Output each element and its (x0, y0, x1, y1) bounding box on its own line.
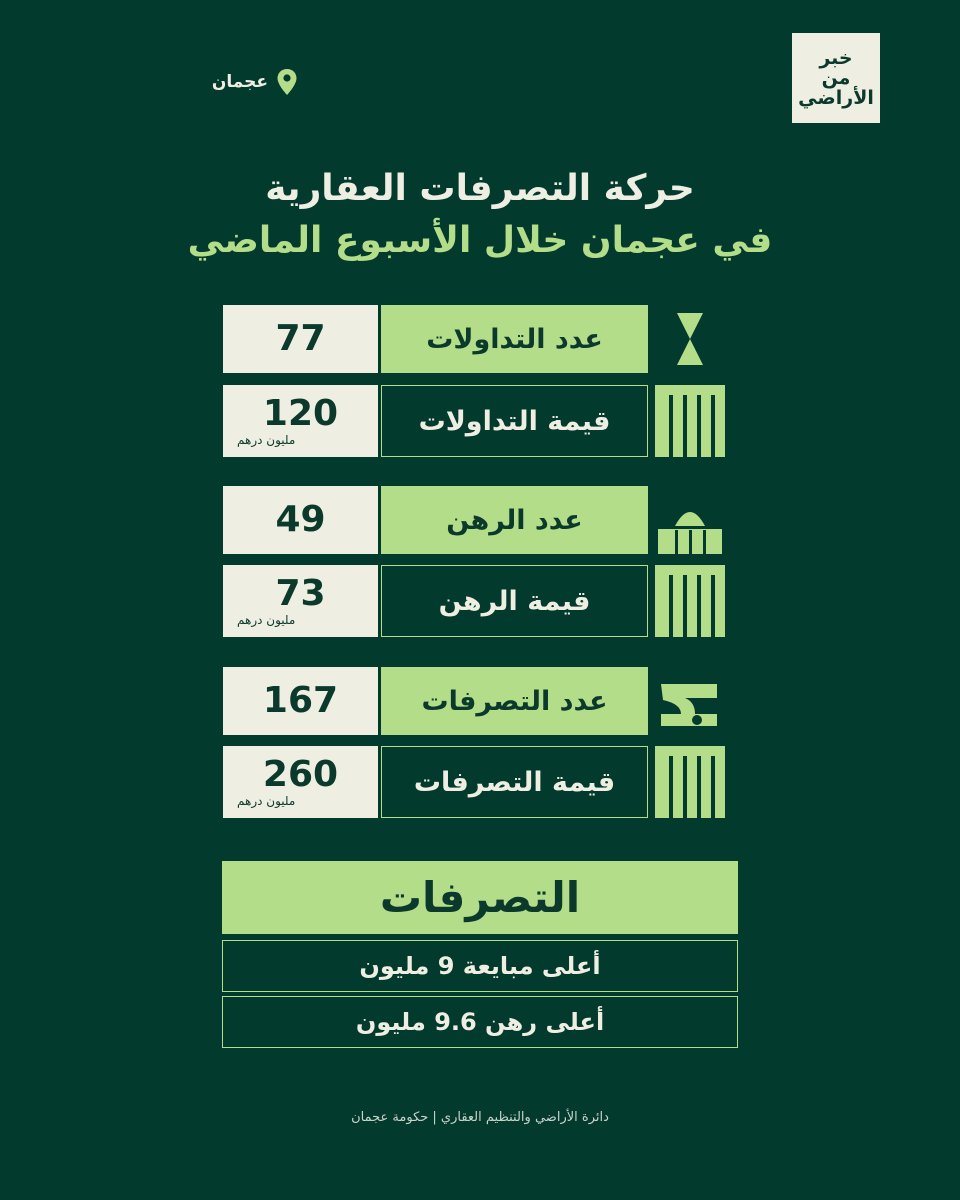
stat-value: 167 (262, 680, 339, 721)
bars-icon (655, 385, 725, 457)
bars-icon (655, 565, 725, 637)
title-line-1: حركة التصرفات العقارية (265, 168, 695, 209)
stat-label: قيمة الرهن (381, 565, 648, 637)
stat-value-box (223, 746, 378, 818)
location-tag (148, 68, 298, 96)
stat-value-box (223, 305, 378, 373)
stat-value-box (223, 565, 378, 637)
brand-line-2: من (821, 67, 851, 89)
stat-value: 77 (275, 318, 326, 359)
stat-unit: مليون درهم (237, 613, 296, 627)
brand-logo (792, 33, 880, 123)
stat-unit: مليون درهم (237, 433, 296, 447)
highlights-title: التصرفات (222, 861, 738, 934)
stat-value-box (223, 486, 378, 554)
title-line-2: في عجمان خلال الأسبوع الماضي (187, 220, 773, 261)
hourglass-icon (655, 308, 725, 370)
stat-label: عدد التصرفات (381, 667, 648, 735)
stat-label: عدد الرهن (381, 486, 648, 554)
letter-jeem-icon (655, 680, 725, 730)
stat-value-box (223, 667, 378, 735)
stat-label: قيمة التصرفات (381, 746, 648, 818)
stat-label: عدد التداولات (381, 305, 648, 373)
building-icon (655, 496, 725, 554)
location-pin-icon (276, 68, 298, 96)
stat-value: 73 (275, 573, 326, 614)
brand-line-3: الأراضي (798, 87, 874, 109)
stat-value: 120 (262, 393, 339, 434)
highlight-item: أعلى مبايعة 9 مليون (222, 940, 738, 992)
bars-icon (655, 746, 725, 818)
brand-line-1: خبر (819, 47, 853, 69)
footer-credit: دائرة الأراضي والتنظيم العقاري | حكومة عجمان (351, 1110, 609, 1125)
stat-value: 260 (262, 754, 339, 795)
stat-value-box (223, 385, 378, 457)
highlight-item: أعلى رهن 9.6 مليون (222, 996, 738, 1048)
stat-label: قيمة التداولات (381, 385, 648, 457)
location-label: عجمان (211, 72, 268, 92)
stat-value: 49 (275, 499, 326, 540)
stat-unit: مليون درهم (237, 794, 296, 808)
